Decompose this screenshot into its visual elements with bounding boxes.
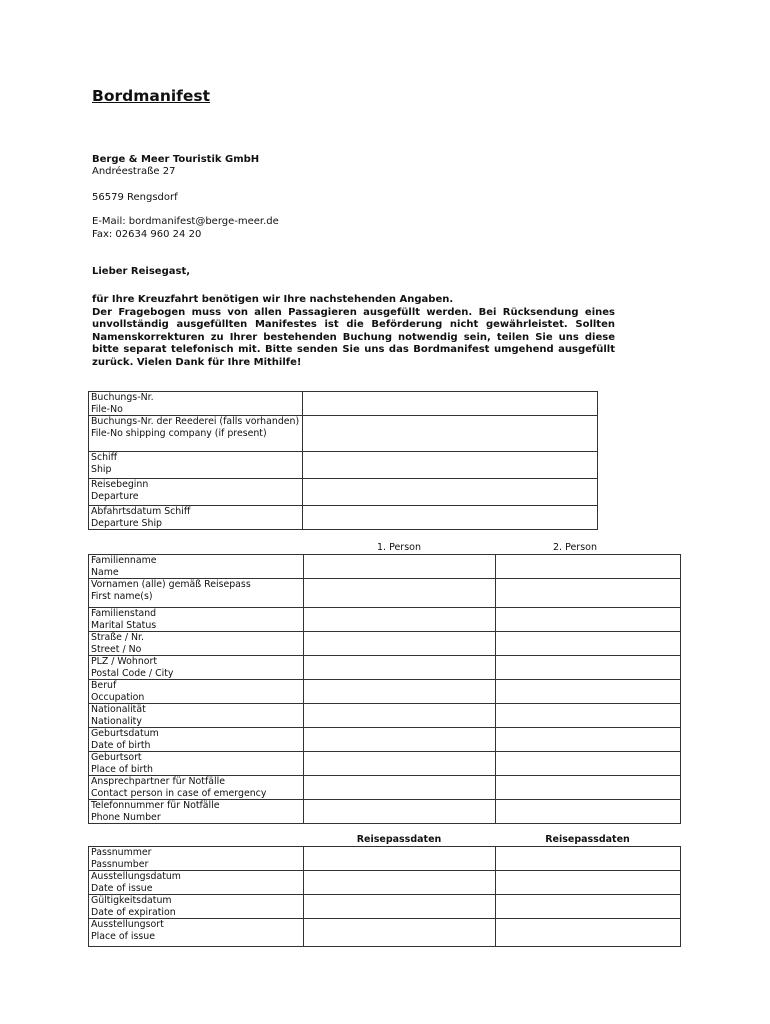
departure-field[interactable] — [303, 479, 598, 506]
row-label — [89, 479, 303, 506]
label-de: Schiff — [91, 452, 118, 463]
label-en: First name(s) — [91, 590, 153, 602]
label-en: Place of birth — [91, 763, 153, 775]
person-row-4-person-2-field[interactable] — [496, 632, 681, 656]
table-row — [89, 452, 598, 479]
table-row — [89, 392, 598, 416]
label-de: Geburtsdatum — [91, 728, 159, 739]
label-en: Nationality — [91, 715, 142, 727]
label-de: Ausstellungsdatum — [91, 871, 181, 882]
label-en: Date of expiration — [91, 906, 176, 918]
passport-table — [88, 846, 681, 947]
row-label — [89, 776, 304, 800]
passport-2-header: Reisepassdaten — [545, 834, 630, 845]
row-label — [89, 680, 304, 704]
label-en: Occupation — [91, 691, 145, 703]
table-row — [89, 847, 681, 871]
label-de: Reisebeginn — [91, 479, 149, 490]
person-row-2-person-1-field[interactable] — [304, 579, 496, 608]
greeting: Lieber Reisegast, — [92, 266, 191, 277]
passport-row-3-person-1-field[interactable] — [304, 895, 496, 919]
passport-row-4-person-2-field[interactable] — [496, 919, 681, 947]
company-city: 56579 Rengsdorf — [92, 192, 178, 203]
intro-line-1: für Ihre Kreuzfahrt benötigen wir Ihre nachstehenden Angaben. — [92, 294, 454, 305]
ship-field[interactable] — [303, 452, 598, 479]
label-de: Nationalität — [91, 704, 146, 715]
label-en: Postal Code / City — [91, 667, 174, 679]
company-fax: Fax: 02634 960 24 20 — [92, 229, 202, 240]
person-1-header: 1. Person — [376, 542, 421, 553]
person-2-header: 2. Person — [552, 542, 597, 553]
label-en: Street / No — [91, 643, 142, 655]
label-de: Buchungs-Nr. der Reederei (falls vorhanden) — [91, 416, 300, 427]
row-label — [89, 919, 304, 947]
row-label — [89, 728, 304, 752]
label-en: Phone Number — [91, 811, 161, 823]
company-street: Andréestraße 27 — [92, 166, 176, 177]
row-label — [89, 800, 304, 824]
label-de: Abfahrtsdatum Schiff — [91, 506, 191, 517]
label-de: Straße / Nr. — [91, 632, 145, 643]
label-de: PLZ / Wohnort — [91, 656, 158, 667]
label-en: Departure — [91, 490, 139, 502]
label-en: Place of issue — [91, 930, 156, 942]
row-label — [89, 608, 304, 632]
person-row-6-person-2-field[interactable] — [496, 680, 681, 704]
row-label — [89, 506, 303, 530]
person-row-4-person-1-field[interactable] — [304, 632, 496, 656]
person-row-2-person-2-field[interactable] — [496, 579, 681, 608]
label-en: Departure Ship — [91, 517, 162, 529]
table-row — [89, 680, 681, 704]
person-row-5-person-2-field[interactable] — [496, 656, 681, 680]
row-label — [89, 656, 304, 680]
page-title: Bordmanifest — [92, 87, 211, 105]
person-row-9-person-2-field[interactable] — [496, 752, 681, 776]
passport-row-3-person-2-field[interactable] — [496, 895, 681, 919]
person-row-6-person-1-field[interactable] — [304, 680, 496, 704]
passport-row-4-person-1-field[interactable] — [304, 919, 496, 947]
row-label — [89, 579, 304, 608]
person-row-3-person-2-field[interactable] — [496, 608, 681, 632]
person-row-5-person-1-field[interactable] — [304, 656, 496, 680]
label-en: Ship — [91, 463, 112, 475]
row-label — [89, 452, 303, 479]
company-email: E-Mail: bordmanifest@berge-meer.de — [92, 216, 279, 227]
table-row — [89, 800, 681, 824]
label-en: Passnumber — [91, 858, 149, 870]
table-row — [89, 608, 681, 632]
row-label — [89, 871, 304, 895]
passport-row-2-person-1-field[interactable] — [304, 871, 496, 895]
table-row — [89, 704, 681, 728]
person-row-10-person-1-field[interactable] — [304, 776, 496, 800]
label-en: Marital Status — [91, 619, 157, 631]
table-row — [89, 632, 681, 656]
passport-1-header: Reisepassdaten — [356, 834, 442, 845]
row-label — [89, 895, 304, 919]
person-row-10-person-2-field[interactable] — [496, 776, 681, 800]
label-de: Buchungs-Nr. — [91, 392, 154, 403]
table-row — [89, 871, 681, 895]
table-row — [89, 416, 598, 452]
departure-ship-field[interactable] — [303, 506, 598, 530]
person-table — [88, 554, 681, 824]
row-label — [89, 555, 304, 579]
label-de: Gültigkeitsdatum — [91, 895, 172, 906]
booking-number-field[interactable] — [303, 392, 598, 416]
row-label — [89, 632, 304, 656]
label-de: Telefonnummer für Notfälle — [91, 800, 220, 811]
table-row — [89, 776, 681, 800]
table-row — [89, 579, 681, 608]
table-row — [89, 728, 681, 752]
person-row-8-person-2-field[interactable] — [496, 728, 681, 752]
table-row — [89, 895, 681, 919]
person-row-1-person-1-field[interactable] — [304, 555, 496, 579]
person-row-11-person-1-field[interactable] — [304, 800, 496, 824]
person-row-8-person-1-field[interactable] — [304, 728, 496, 752]
table-row — [89, 656, 681, 680]
label-de: Beruf — [91, 680, 117, 691]
label-en: Date of issue — [91, 882, 153, 894]
person-row-3-person-1-field[interactable] — [304, 608, 496, 632]
row-label — [89, 752, 304, 776]
label-en: Contact person in case of emergency — [91, 787, 267, 799]
label-de: Ausstellungsort — [91, 919, 164, 930]
person-row-7-person-1-field[interactable] — [304, 704, 496, 728]
row-label — [89, 704, 304, 728]
label-de: Familienname — [91, 555, 157, 566]
label-de: Familienstand — [91, 608, 157, 619]
table-row — [89, 752, 681, 776]
table-row — [89, 919, 681, 947]
table-row — [89, 506, 598, 530]
label-de: Vornamen (alle) gemäß Reisepass — [91, 579, 251, 590]
company-name: Berge & Meer Touristik GmbH — [92, 154, 260, 165]
label-en: Date of birth — [91, 739, 151, 751]
passport-row-1-person-1-field[interactable] — [304, 847, 496, 871]
row-label — [89, 392, 303, 416]
passport-row-2-person-2-field[interactable] — [496, 871, 681, 895]
person-row-9-person-1-field[interactable] — [304, 752, 496, 776]
label-en: File-No shipping company (if present) — [91, 427, 267, 439]
person-row-1-person-2-field[interactable] — [496, 555, 681, 579]
intro-text — [92, 294, 615, 369]
table-row — [89, 555, 681, 579]
person-row-11-person-2-field[interactable] — [496, 800, 681, 824]
row-label — [89, 416, 303, 452]
person-row-7-person-2-field[interactable] — [496, 704, 681, 728]
booking-table — [88, 391, 598, 530]
table-row — [89, 479, 598, 506]
label-de: Geburtsort — [91, 752, 142, 763]
passport-row-1-person-2-field[interactable] — [496, 847, 681, 871]
label-de: Passnummer — [91, 847, 152, 858]
label-en: Name — [91, 566, 119, 578]
row-label — [89, 847, 304, 871]
label-de: Ansprechpartner für Notfälle — [91, 776, 225, 787]
shipping-file-number-field[interactable] — [303, 416, 598, 452]
label-en: File-No — [91, 403, 123, 415]
intro-paragraph: Der Fragebogen muss von allen Passagieren ausgefüllt werden. Bei Rücksendung eines unvollständig ausgefüllten Manifestes ist die Beförderung nicht gewährleistet. Sollten Namenskorrekturen zu Ihrer bestehenden Buchung notwendig sein, teilen Sie uns diese bitte separat telefonisch mit. Bitte senden Sie uns das Bordmanifest umgehend ausgefüllt zurück. Vielen Dank für Ihre Mithilfe! — [92, 306, 615, 368]
